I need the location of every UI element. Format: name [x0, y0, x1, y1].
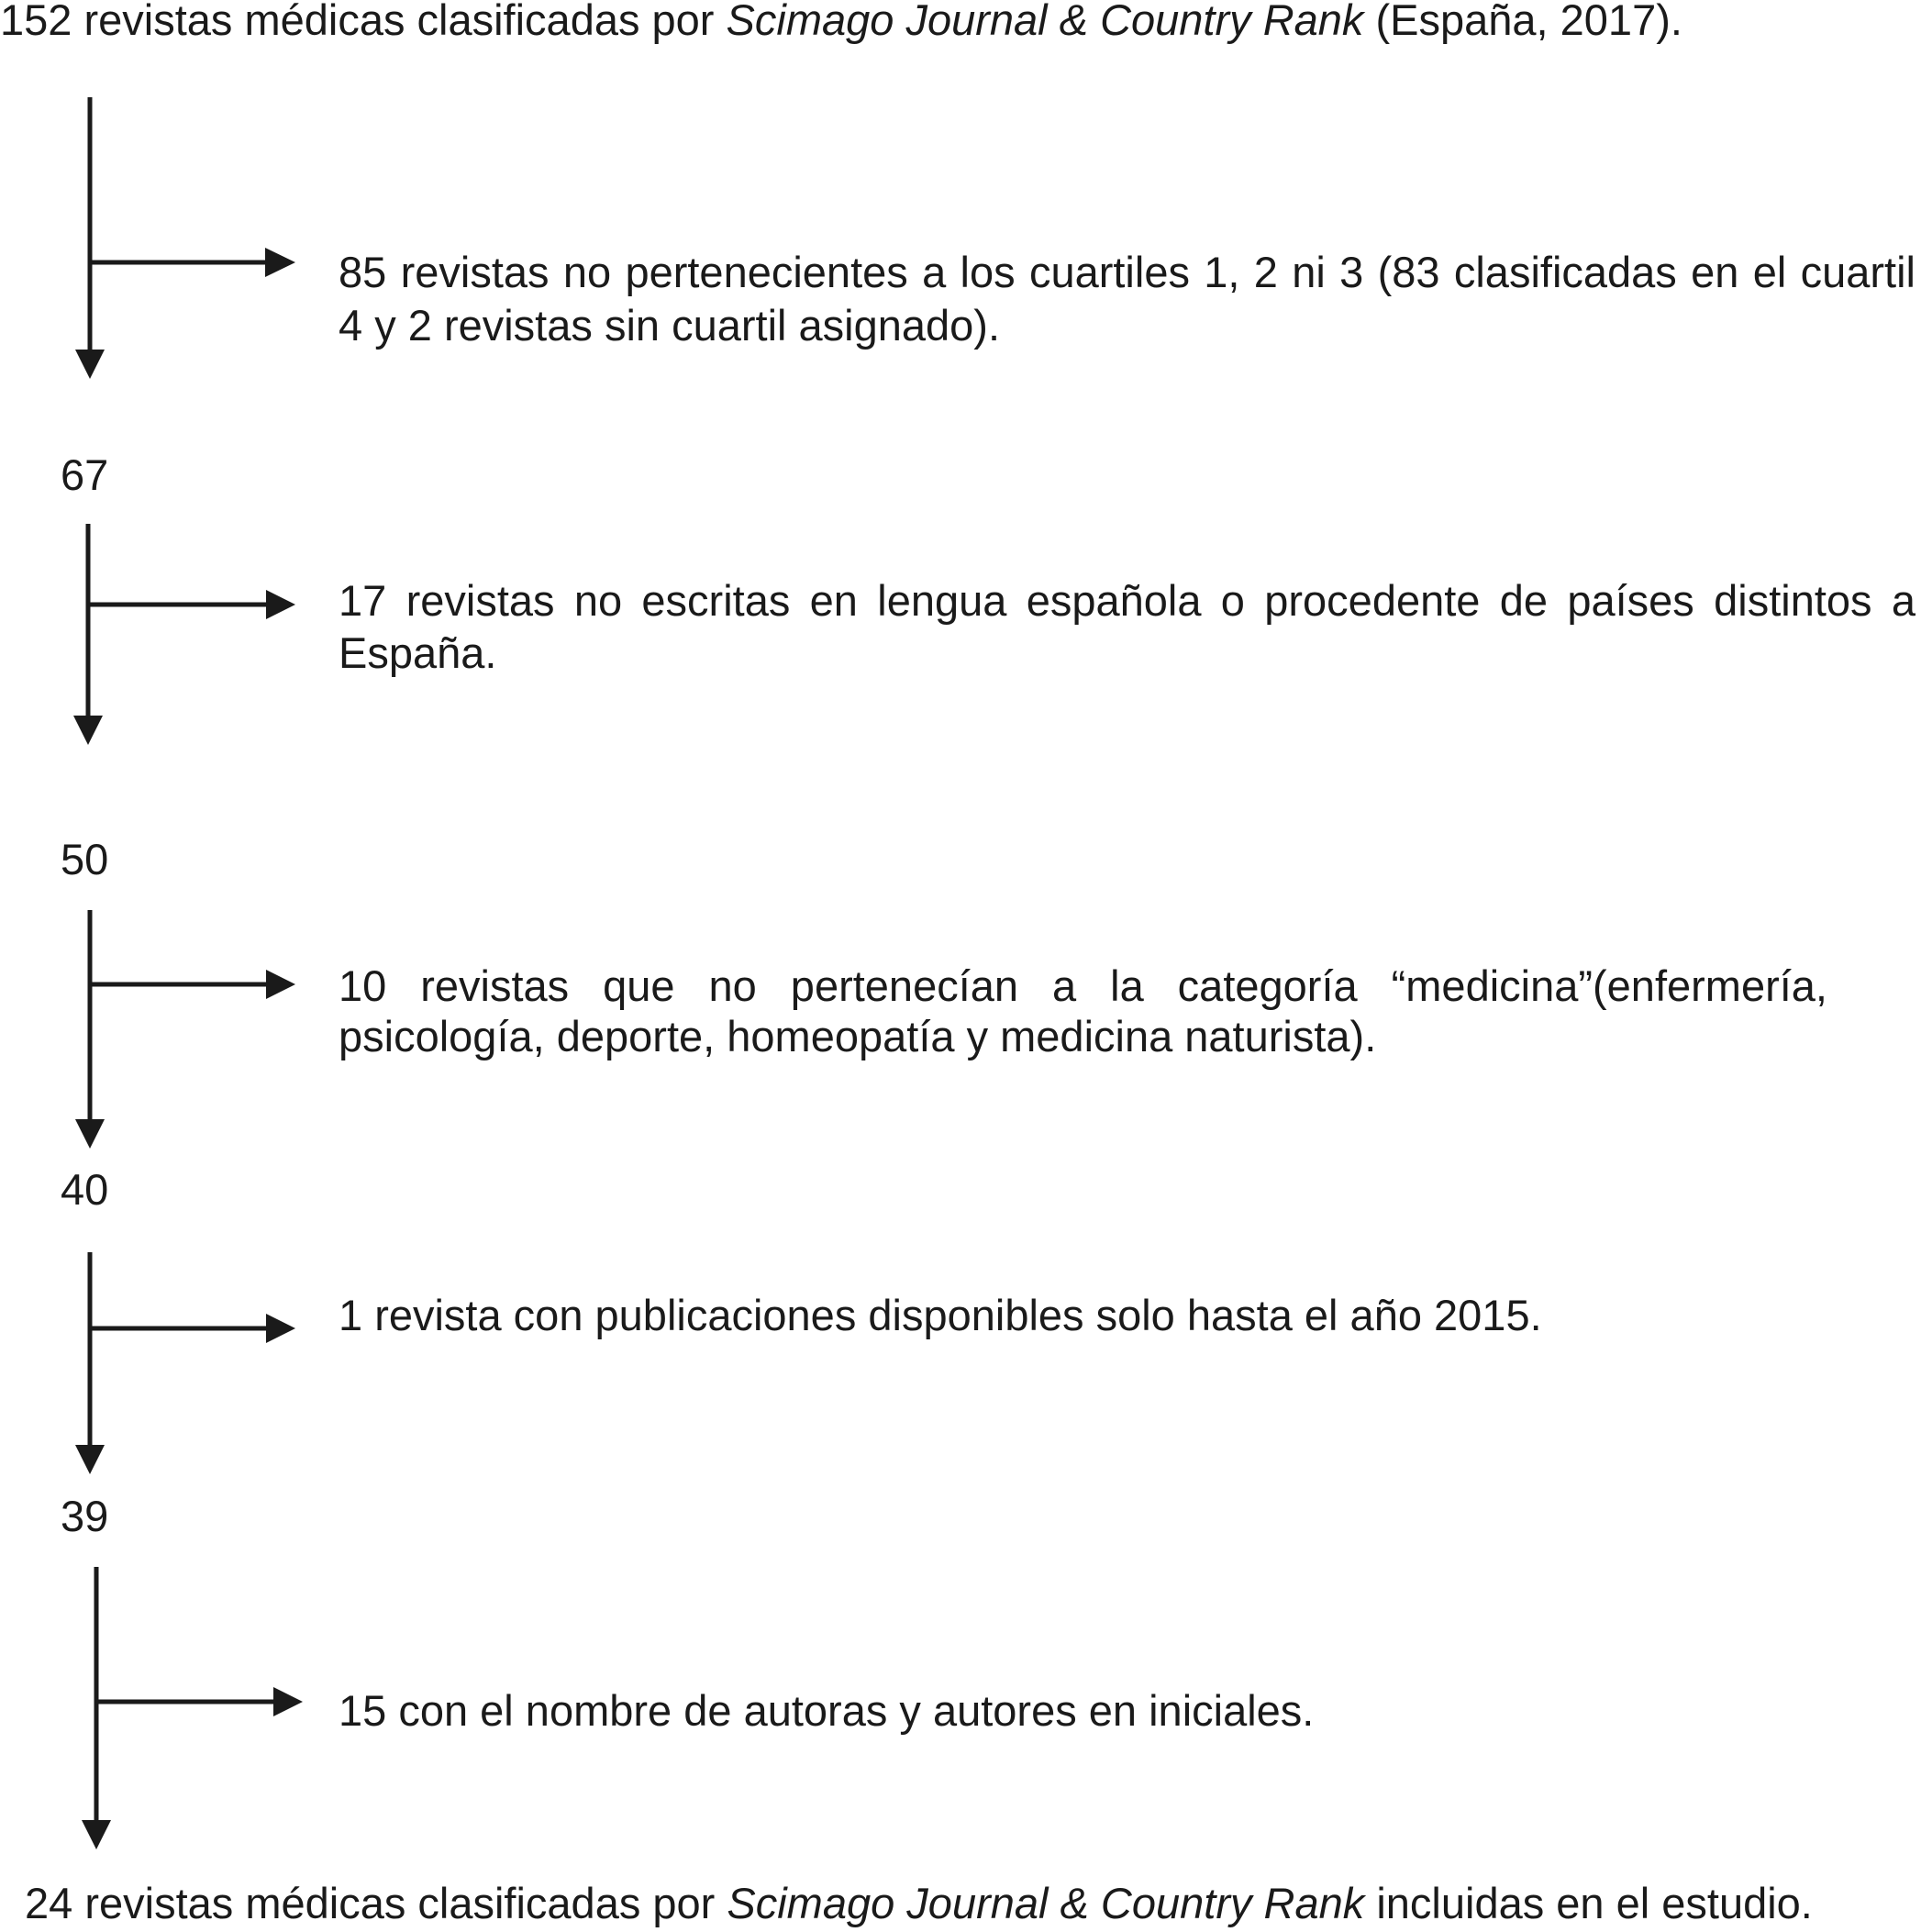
exclusion-step-2-line-1: 17 revistas no escritas en lengua española o procedente de países distintos a [339, 576, 1915, 625]
arrow-down-icon [75, 350, 105, 379]
arrow-step-5 [82, 1567, 303, 1849]
arrow-step-4 [75, 1252, 295, 1474]
arrow-right-icon [265, 248, 295, 277]
remaining-count-67: 67 [61, 450, 109, 499]
exclusion-step-4-line-1: 1 revista con publicaciones disponibles solo hasta el año 2015. [339, 1291, 1542, 1339]
arrow-right-icon [266, 590, 295, 619]
end-node-text [25, 1879, 1813, 1927]
start-text-source: Scimago Journal & Country Rank [726, 0, 1364, 44]
end-text-source: Scimago Journal & Country Rank [727, 1879, 1365, 1927]
exclusion-step-5-line-1: 15 con el nombre de autoras y autores en iniciales. [339, 1686, 1315, 1735]
arrow-down-icon [82, 1820, 111, 1849]
arrow-down-icon [75, 1445, 105, 1474]
arrow-step-3 [75, 910, 295, 1149]
remaining-count-40: 40 [61, 1165, 109, 1214]
arrow-step-2 [73, 524, 295, 745]
end-text-suffix: incluidas en el estudio. [1364, 1879, 1813, 1927]
remaining-count-39: 39 [61, 1492, 109, 1540]
start-text-prefix: 152 revistas médicas clasificadas por [0, 0, 727, 44]
arrow-down-icon [73, 716, 103, 745]
start-node-text [0, 0, 1682, 42]
arrow-down-icon [75, 1119, 105, 1149]
exclusion-step-3-line-2: psicología, deporte, homeopatía y medicina naturista). [339, 1012, 1377, 1060]
arrow-right-icon [273, 1687, 303, 1716]
exclusion-step-1-line-2: 4 y 2 revistas sin cuartil asignado). [339, 301, 1000, 350]
exclusion-step-2-line-2: España. [339, 628, 497, 677]
arrow-step-1 [75, 97, 295, 379]
exclusion-step-3-line-1: 10 revistas que no pertenecían a la categoría “medicina”(enfermería, [339, 961, 1827, 1010]
arrow-right-icon [266, 1314, 295, 1343]
start-text-suffix: (España, 2017). [1363, 0, 1682, 44]
remaining-count-50: 50 [61, 835, 109, 883]
end-text-prefix: 24 revistas médicas clasificadas por [25, 1879, 727, 1927]
exclusion-step-1-line-1: 85 revistas no pertenecientes a los cuartiles 1, 2 ni 3 (83 clasificadas en el cuartil [339, 248, 1915, 296]
arrow-right-icon [266, 970, 295, 999]
